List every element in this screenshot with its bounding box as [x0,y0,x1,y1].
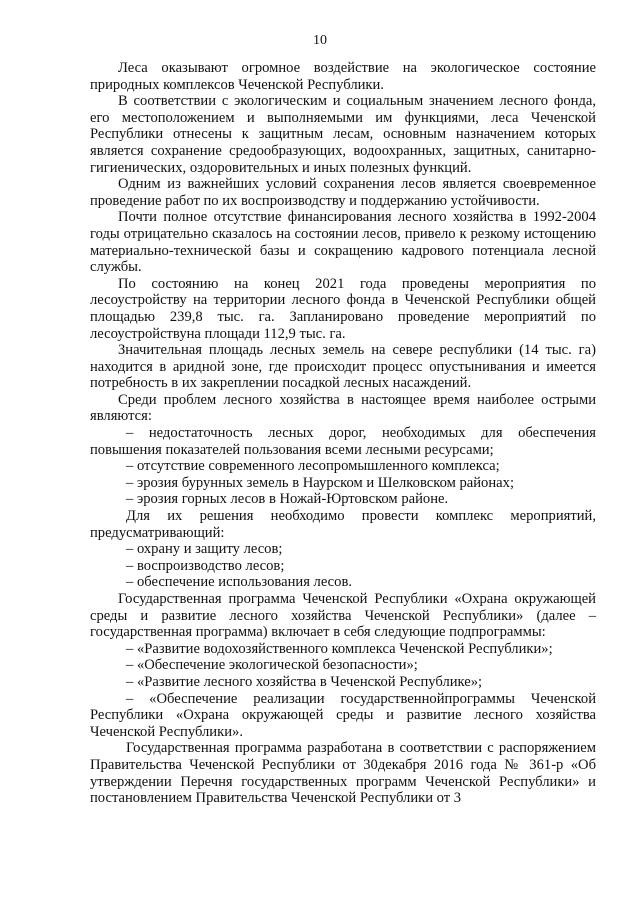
list-item: – «Развитие лесного хозяйства в Чеченской Республике»; [126,673,483,690]
paragraph: Среди проблем лесного хозяйства в настоящее время наиболее острыми являются: [90,391,596,425]
paragraph: В соответствии с экологическим и социальным значением лесного фонда, его местоположением и выполняемыми им функциями, леса Чеченской Республики отнесены к защитным лесам, основным назначением которых является сохранение средообразующих, водоохранных, защитных, санитарно-гигиенических, оздоровительных и иных полезных функций. [90,93,596,176]
page-number: 10 [313,33,327,48]
list-item: – эрозия бурунных земель в Наурском и Шелковском районах; [126,474,514,491]
list-item: – эрозия горных лесов в Ножай-Юртовском районе. [126,491,449,508]
list-item: – воспроизводство лесов; [126,557,285,574]
list-item: – охрану и защиту лесов; [126,541,283,558]
paragraph: Почти полное отсутствие финансирования лесного хозяйства в 1992-2004 годы отрицательно сказалось на состоянии лесов, привело к резкому истощению материально-технической базы и сокращению кадрового потенциала лесной службы. [90,209,596,276]
paragraph: Для их решения необходимо провести комплекс мероприятий, предусматривающий: [90,508,596,541]
paragraph: По состоянию на конец 2021 года проведены мероприятия по лесоустройству на территории лесного фонда в Чеченской Республики общей площадью 239,8 тыс. га. Запланировано проведение мероприятий по лесоустройствуна площади 112,9 тыс. га. [90,275,596,342]
document-body [90,60,596,807]
paragraph: Одним из важнейших условий сохранения лесов является своевременное проведение работ по их воспроизводству и поддержанию устойчивости. [90,176,596,209]
list-item: – «Обеспечение экологической безопасности»; [126,657,418,674]
paragraph: Леса оказывают огромное воздействие на экологическое состояние природных комплексов Чеченской Республики. [90,60,596,93]
list-item: – «Обеспечение реализации государственнойпрограммы Чеченской Республики «Охрана окружающей среды и развитие лесного хозяйства Чеченской Республики». [90,690,596,740]
paragraph: Государственная программа разработана в соответствии с распоряжением Правительства Чеченской Республики от 30декабря 2016 года № 361-р «Об утверждении Перечня государственных программ Чеченской Республики» и постановлением Правительства Чеченской Республики от 3 [90,740,596,807]
paragraph: Государственная программа Чеченской Республики «Охрана окружающей среды и развитие лесного хозяйства Чеченской Республики» (далее – государственная программа) включает в себя следующие подпрограммы: [90,591,596,641]
paragraph: Значительная площадь лесных земель на севере республики (14 тыс. га) находится в аридной зоне, где происходит процесс опустынивания и имеется потребность в их закреплении посадкой лесных насаждений. [90,342,596,392]
list-item: – обеспечение использования лесов. [126,574,352,591]
list-item: – «Развитие водохозяйственного комплекса Чеченской Республики»; [126,640,553,657]
list-item: – недостаточность лесных дорог, необходимых для обеспечения повышения показателей пользования всеми лесными ресурсами; [90,425,596,458]
list-item: – отсутствие современного лесопромышленного комплекса; [126,458,500,475]
